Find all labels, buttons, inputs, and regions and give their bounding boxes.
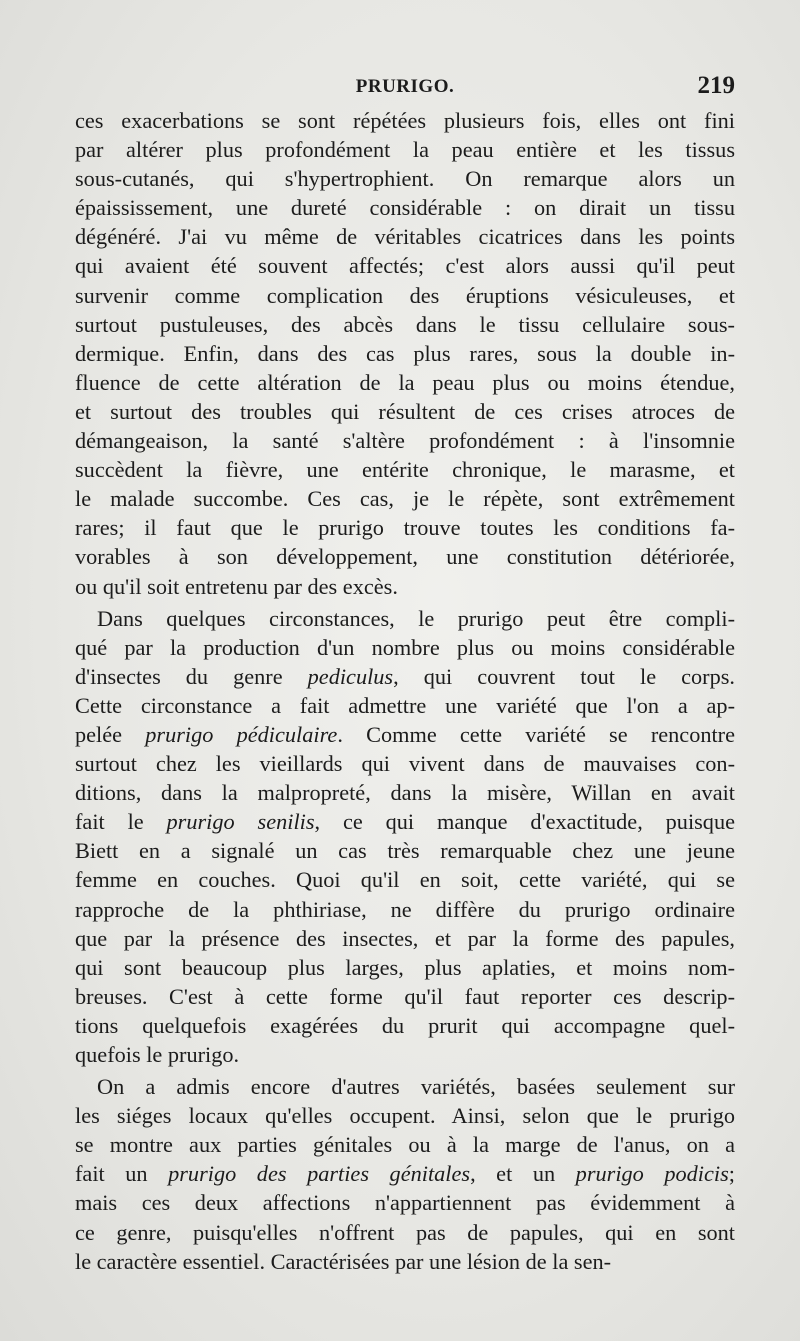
text-line: Biett en a signalé un cas très remarquable chez une jeune [75, 838, 735, 864]
italic-term: prurigo podicis [575, 1161, 729, 1187]
text-line: surtout pustuleuses, des abcès dans le tissu cellulaire sous- [75, 311, 735, 337]
text-line: ditions, dans la malpropreté, dans la misère, Willan en avait [75, 780, 735, 806]
page-number: 219 [697, 72, 735, 99]
text-line: vorables à son développement, une constitution détériorée, [75, 544, 735, 570]
text-line: tions quelquefois exagérées du prurit qui accompagne quel- [75, 1012, 735, 1038]
text-line: breuses. C'est à cette forme qu'il faut reporter ces descrip- [75, 983, 735, 1009]
text-line: que par la présence des insectes, et par la forme des papules, [75, 925, 735, 951]
text-line: et surtout des troubles qui résultent de ces crises atroces de [75, 398, 735, 424]
text-line: qui avaient été souvent affectés; c'est alors aussi qu'il peut [75, 253, 735, 279]
text-line: ce genre, puisqu'elles n'offrent pas de papules, qui en sont [75, 1219, 735, 1245]
text-line: qué par la production d'un nombre plus ou moins considérable [75, 634, 735, 660]
text-line: les siéges locaux qu'elles occupent. Ainsi, selon que le prurigo [75, 1103, 735, 1129]
paragraph [75, 1072, 735, 1276]
text-line: pelée prurigo pédiculaire. Comme cette variété se rencontre [75, 721, 736, 747]
italic-term: prurigo des parties génitales [168, 1161, 471, 1187]
text-line: démangeaison, la santé s'altère profondément : à l'insomnie [75, 428, 735, 454]
paragraph [75, 106, 735, 601]
text-line: Cette circonstance a fait admettre une variété que l'on a ap- [75, 692, 735, 718]
body-text [75, 106, 735, 1276]
italic-term: pediculus [307, 663, 394, 689]
text-line: se montre aux parties génitales ou à la marge de l'anus, on a [75, 1132, 735, 1158]
text-line: épaississement, une dureté considérable : on dirait un tissu [75, 195, 735, 221]
italic-term: prurigo pédiculaire [145, 721, 338, 747]
text-line: par altérer plus profondément la peau entière et les tissus [75, 137, 735, 163]
text-line: ou qu'il soit entretenu par des excès. [75, 573, 398, 599]
text-line: rares; il faut que le prurigo trouve toutes les conditions fa- [75, 515, 735, 541]
text-line: fait le prurigo senilis, ce qui manque d'exactitude, puisque [75, 809, 736, 835]
text-line: On a admis encore d'autres variétés, basées seulement sur [97, 1074, 735, 1100]
text-line: sous-cutanés, qui s'hypertrophient. On remarque alors un [75, 166, 735, 192]
text-line: le malade succombe. Ces cas, je le répète, sont extrêmement [75, 486, 735, 512]
text-line: qui sont beaucoup plus larges, plus aplaties, et moins nom- [75, 954, 735, 980]
text-line: femme en couches. Quoi qu'il en soit, cette variété, qui se [75, 867, 735, 893]
text-line: survenir comme complication des éruptions vésiculeuses, et [75, 282, 735, 308]
text-line: d'insectes du genre pediculus, qui couvrent tout le corps. [75, 663, 735, 689]
page-header [75, 72, 735, 106]
text-line: fluence de cette altération de la peau plus ou moins étendue, [75, 369, 735, 395]
text-line: Dans quelques circonstances, le prurigo peut être compli- [97, 605, 735, 631]
text-line: mais ces deux affections n'appartiennent pas évidemment à [75, 1190, 735, 1216]
text-line: dégénéré. J'ai vu même de véritables cicatrices dans les points [75, 224, 735, 250]
text-line: rapproche de la phthiriase, ne diffère du prurigo ordinaire [75, 896, 735, 922]
text-line: ces exacerbations se sont répétées plusieurs fois, elles ont fini [75, 108, 735, 133]
text-line: dermique. Enfin, dans des cas plus rares, sous la double in- [75, 340, 735, 366]
text-line: le caractère essentiel. Caractérisées par une lésion de la sen- [75, 1248, 612, 1274]
text-line: succèdent la fièvre, une entérite chronique, le marasme, et [75, 457, 735, 483]
text-line: quefois le prurigo. [75, 1042, 240, 1067]
running-title: PRURIGO. [355, 76, 455, 97]
paragraph [75, 604, 735, 1070]
text-line: surtout chez les vieillards qui vivent dans de mauvaises con- [75, 751, 735, 777]
text-line: fait un prurigo des parties génitales, et un prurigo podicis; [75, 1161, 735, 1187]
italic-term: prurigo senilis [166, 809, 315, 835]
